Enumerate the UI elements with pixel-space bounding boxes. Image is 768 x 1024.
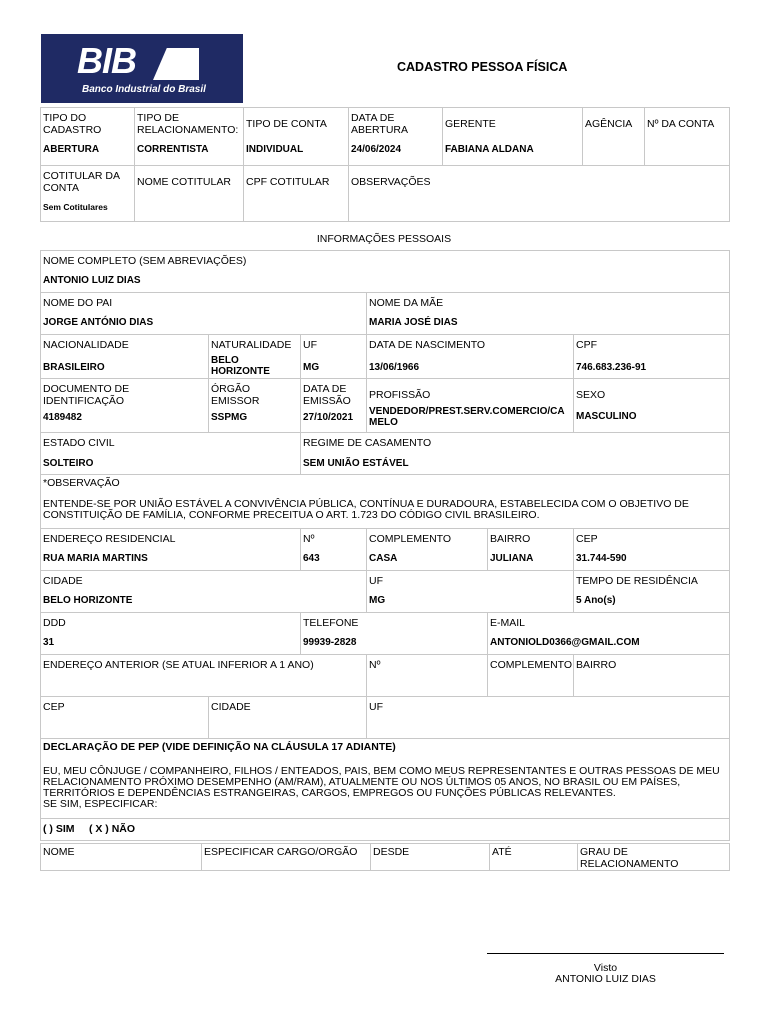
sexo-value: MASCULINO	[576, 411, 637, 422]
cep-value: 31.744-590	[576, 553, 627, 564]
tipo-conta-label: TIPO DE CONTA	[246, 118, 327, 130]
endereco-anterior-label: ENDEREÇO ANTERIOR (SE ATUAL INFERIOR A 1 ANO)	[43, 659, 314, 671]
uf-address-cell	[367, 571, 574, 613]
cpf-cotitular-cell	[244, 166, 349, 222]
cep-anterior-label: CEP	[43, 701, 65, 713]
cep-cell	[574, 529, 730, 571]
pep-text: EU, MEU CÔNJUGE / COMPANHEIRO, FILHOS / ENTEADOS, PAIS, BEM COMO MEUS REPRESENTANTES E OUTRAS PESSOAS DE MEU RELACIONAMENTO PRÓXIMO DESEMPENHO (AM/RAM), ATUALMENTE OU NOS ÚLTIMOS 05 ANOS, NO BRASIL OU EM PAÍSES, TERRITÓRIOS E DEPENDÊNCIAS ESTRANGEIRAS, CARGOS, EMPREGOS OU FUNÇÕES PÚBLICAS RELEVANTES.	[43, 765, 720, 799]
pep-col-desde: DESDE	[371, 844, 490, 871]
estado-civil-label: ESTADO CIVIL	[43, 437, 115, 449]
tipo-conta-cell	[244, 108, 349, 166]
regime-casamento-label: REGIME DE CASAMENTO	[303, 437, 432, 449]
documento-value: 4189482	[43, 412, 82, 423]
nacionalidade-value: BRASILEIRO	[43, 362, 105, 373]
complemento-label: COMPLEMENTO	[369, 533, 452, 545]
uf-value: MG	[303, 362, 320, 373]
bairro-anterior-label: BAIRRO	[576, 659, 617, 671]
section-title-personal: INFORMAÇÕES PESSOAIS	[316, 233, 452, 245]
tipo-relacionamento-value: CORRENTISTA	[137, 144, 209, 155]
endereco-value: RUA MARIA MARTINS	[43, 553, 148, 564]
email-value: ANTONIOLD0366@GMAIL.COM	[490, 637, 640, 648]
numero-anterior-cell	[367, 655, 488, 697]
logo-text: BIB	[77, 40, 136, 81]
uf-address-value: MG	[369, 595, 386, 606]
signature-label: Visto	[593, 962, 618, 974]
data-emissao-value: 27/10/2021	[303, 412, 354, 423]
cpf-label: CPF	[576, 339, 597, 351]
account-table	[40, 107, 730, 222]
uf-cell	[301, 335, 367, 379]
numero-value: 643	[303, 553, 320, 564]
nome-mae-label: NOME DA MÃE	[369, 297, 444, 309]
email-label: E-MAIL	[490, 617, 526, 629]
nome-pai-value: JORGE ANTÓNIO DIAS	[43, 317, 154, 328]
data-nascimento-value: 13/06/1966	[369, 362, 420, 373]
naturalidade-cell	[209, 335, 301, 379]
ddd-value: 31	[43, 637, 55, 648]
bank-logo	[41, 34, 243, 103]
documento-label: DOCUMENTO DE IDENTIFICAÇÃO	[43, 383, 130, 407]
nome-pai-cell	[41, 293, 367, 335]
nome-pai-label: NOME DO PAI	[43, 297, 113, 309]
signature-line	[487, 953, 724, 954]
bairro-anterior-cell	[574, 655, 730, 697]
page-title: CADASTRO PESSOA FÍSICA	[397, 60, 568, 74]
telefone-value: 99939-2828	[303, 637, 357, 648]
orgao-emissor-value: SSPMG	[211, 412, 248, 423]
agencia-label: AGÊNCIA	[585, 118, 633, 130]
numero-cell	[301, 529, 367, 571]
pep-specify: SE SIM, ESPECIFICAR:	[43, 798, 158, 810]
pep-col-nome: NOME	[41, 844, 202, 871]
tipo-cadastro-cell	[41, 108, 135, 166]
personal-table	[40, 250, 730, 841]
nome-mae-value: MARIA JOSÉ DIAS	[369, 317, 458, 328]
data-abertura-cell	[349, 108, 443, 166]
cotitular-label: COTITULAR DA CONTA	[43, 170, 120, 194]
tempo-residencia-cell	[574, 571, 730, 613]
data-nascimento-cell	[367, 335, 574, 379]
uf-label: UF	[303, 339, 317, 351]
endereco-label: ENDEREÇO RESIDENCIAL	[43, 533, 176, 545]
cidade-label: CIDADE	[43, 575, 83, 587]
cpf-value: 746.683.236-91	[576, 362, 647, 373]
pep-declaration-cell	[41, 739, 730, 819]
bairro-value: JULIANA	[490, 553, 534, 564]
data-abertura-value: 24/06/2024	[351, 144, 402, 155]
naturalidade-value: BELO HORIZONTE	[211, 355, 270, 377]
pep-options-cell	[41, 819, 730, 841]
endereco-cell	[41, 529, 301, 571]
profissao-cell	[367, 379, 574, 433]
uf-anterior-cell	[367, 697, 730, 739]
cotitular-value: Sem Cotitulares	[43, 202, 108, 212]
numero-conta-cell	[645, 108, 730, 166]
email-cell	[488, 613, 730, 655]
gerente-label: GERENTE	[445, 118, 496, 130]
complemento-anterior-cell	[488, 655, 574, 697]
sexo-label: SEXO	[576, 389, 606, 401]
bairro-cell	[488, 529, 574, 571]
cep-label: CEP	[576, 533, 598, 545]
numero-anterior-label: Nº	[369, 659, 381, 671]
gerente-cell	[443, 108, 583, 166]
telefone-label: TELEFONE	[303, 617, 359, 629]
nome-completo-label: NOME COMPLETO (SEM ABREVIAÇÕES)	[43, 255, 247, 267]
naturalidade-label: NATURALIDADE	[211, 339, 292, 351]
nome-completo-cell	[41, 251, 730, 293]
profissao-value: VENDEDOR/PREST.SERV.COMERCIO/CAMELO	[369, 406, 565, 428]
signature-name: ANTONIO LUIZ DIAS	[555, 973, 656, 985]
orgao-emissor-label: ÓRGÃO EMISSOR	[211, 383, 260, 407]
cidade-anterior-cell	[209, 697, 367, 739]
pep-col-cargo: ESPECIFICAR CARGO/ORGÃO	[202, 844, 371, 871]
observacoes-cell	[349, 166, 730, 222]
nacionalidade-label: NACIONALIDADE	[43, 339, 129, 351]
tempo-residencia-label: TEMPO DE RESIDÊNCIA	[576, 575, 698, 587]
gerente-value: FABIANA ALDANA	[445, 144, 534, 155]
bairro-label: BAIRRO	[490, 533, 531, 545]
pep-col-ate: ATÉ	[490, 844, 578, 871]
regime-casamento-value: SEM UNIÃO ESTÁVEL	[303, 458, 409, 469]
uf-anterior-label: UF	[369, 701, 383, 713]
tipo-conta-value: INDIVIDUAL	[246, 144, 304, 155]
numero-label: Nº	[303, 533, 315, 545]
cidade-cell	[41, 571, 367, 613]
data-emissao-cell	[301, 379, 367, 433]
tipo-relacionamento-cell	[135, 108, 244, 166]
logo-slash-mark	[153, 48, 199, 80]
cpf-cotitular-label: CPF COTITULAR	[246, 176, 330, 188]
tipo-cadastro-value: ABERTURA	[43, 144, 100, 155]
ddd-label: DDD	[43, 617, 66, 629]
nome-cotitular-cell	[135, 166, 244, 222]
estado-civil-value: SOLTEIRO	[43, 458, 94, 469]
pep-col-grau: GRAU DE RELACIONAMENTO	[578, 844, 730, 871]
complemento-cell	[367, 529, 488, 571]
observacao-label: *OBSERVAÇÃO	[43, 477, 120, 489]
nome-completo-value: ANTONIO LUIZ DIAS	[43, 275, 141, 286]
cotitular-cell	[41, 166, 135, 222]
logo-subtitle: Banco Industrial do Brasil	[82, 84, 206, 95]
uf-address-label: UF	[369, 575, 383, 587]
nome-mae-cell	[367, 293, 730, 335]
pep-option-sim[interactable]: ( ) SIM	[43, 823, 75, 835]
orgao-emissor-cell	[209, 379, 301, 433]
numero-conta-label: Nº DA CONTA	[647, 118, 715, 130]
observacoes-label: OBSERVAÇÕES	[351, 176, 431, 188]
data-nascimento-label: DATA DE NASCIMENTO	[369, 339, 486, 351]
telefone-cell	[301, 613, 488, 655]
complemento-anterior-label: COMPLEMENTO	[490, 659, 573, 671]
complemento-value: CASA	[369, 553, 398, 564]
ddd-cell	[41, 613, 301, 655]
cidade-value: BELO HORIZONTE	[43, 595, 133, 606]
pep-option-nao[interactable]: ( X ) NÃO	[88, 823, 136, 835]
pep-title: DECLARAÇÃO DE PEP (VIDE DEFINIÇÃO NA CLÁUSULA 17 ADIANTE)	[43, 741, 396, 753]
cidade-anterior-label: CIDADE	[211, 701, 251, 713]
cpf-cell	[574, 335, 730, 379]
estado-civil-cell	[41, 433, 301, 475]
regime-casamento-cell	[301, 433, 730, 475]
tipo-relacionamento-label: TIPO DE RELACIONAMENTO:	[137, 112, 239, 136]
tipo-cadastro-label: TIPO DO CADASTRO	[43, 112, 102, 136]
endereco-anterior-cell	[41, 655, 367, 697]
nacionalidade-cell	[41, 335, 209, 379]
pep-table	[40, 843, 730, 871]
agencia-cell	[583, 108, 645, 166]
observacao-text: ENTENDE-SE POR UNIÃO ESTÁVEL A CONVIVÊNCIA PÚBLICA, CONTÍNUA E DURADOURA, ESTABELECIDA COM O OBJETIVO DE CONSTITUIÇÃO DE FAMÍLIA, CONFORME PRECEITUA O ART. 1.723 DO CÓDIGO CIVIL BRASILEIRO.	[43, 498, 689, 521]
nome-cotitular-label: NOME COTITULAR	[137, 176, 231, 188]
documento-cell	[41, 379, 209, 433]
data-abertura-label: DATA DE ABERTURA	[351, 112, 408, 136]
sexo-cell	[574, 379, 730, 433]
cep-anterior-cell	[41, 697, 209, 739]
profissao-label: PROFISSÃO	[369, 389, 431, 401]
data-emissao-label: DATA DE EMISSÃO	[303, 383, 351, 407]
observacao-cell	[41, 475, 730, 529]
tempo-residencia-value: 5 Ano(s)	[576, 595, 616, 606]
